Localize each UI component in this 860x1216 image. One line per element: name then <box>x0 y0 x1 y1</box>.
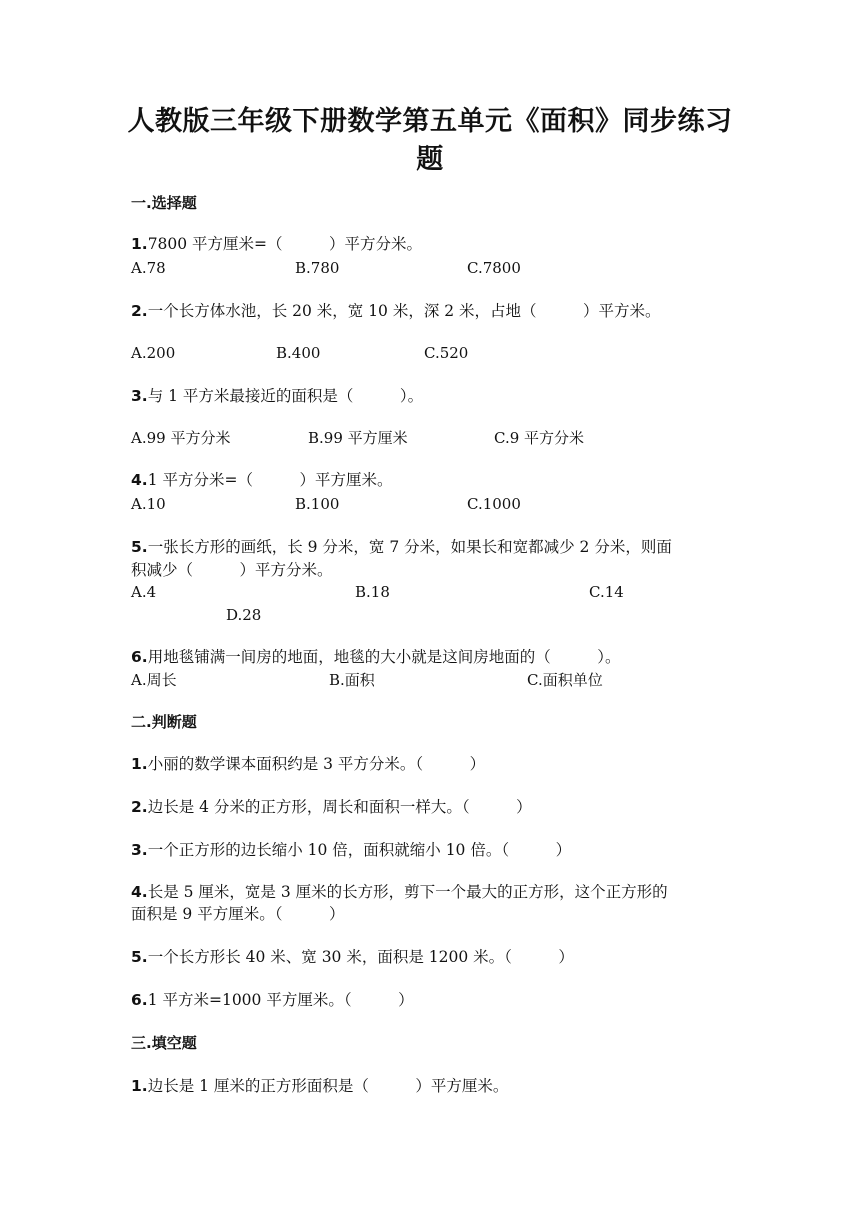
option-a: A.4 <box>131 583 157 601</box>
option-b: B.100 <box>295 495 340 513</box>
question-number: 6. <box>131 991 148 1009</box>
question-number: 6. <box>131 648 148 666</box>
option-a: A.200 <box>131 344 176 362</box>
question-number: 4. <box>131 471 148 489</box>
judge-question-4-continued: 面积是 9 平方厘米。（ ） <box>131 905 345 923</box>
question-number: 1. <box>131 755 148 773</box>
judge-question-1 <box>131 753 485 775</box>
title-line-2: 题 <box>416 144 444 175</box>
question-text: 1 平方分米=（ ）平方厘米。 <box>147 471 393 489</box>
question-text: 一个长方体水池，长 20 米，宽 10 米，深 2 米，占地（ ）平方米。 <box>147 302 661 320</box>
option-a: A.周长 <box>131 671 177 689</box>
question-text: 1 平方米=1000 平方厘米。（ ） <box>147 991 414 1009</box>
question-number: 1. <box>131 1077 148 1095</box>
question-text: 7800 平方厘米=（ ）平方分米。 <box>147 235 423 253</box>
question-text: 边长是 1 厘米的正方形面积是（ ）平方厘米。 <box>147 1077 509 1095</box>
question-number: 5. <box>131 538 148 556</box>
option-a: A.78 <box>131 259 166 277</box>
page-title <box>100 103 760 179</box>
question-number: 2. <box>131 302 148 320</box>
section-heading-fill: 三.填空题 <box>131 1034 197 1052</box>
question-text: 用地毯铺满一间房的地面，地毯的大小就是这间房地面的（ ）。 <box>147 648 621 666</box>
judge-question-2 <box>131 796 532 818</box>
question-text: 边长是 4 分米的正方形，周长和面积一样大。（ ） <box>147 798 532 816</box>
question-text: 一个正方形的边长缩小 10 倍，面积就缩小 10 倍。（ ） <box>147 841 572 859</box>
option-a: A.99 平方分米 <box>131 429 231 447</box>
choice-question-6 <box>131 646 620 668</box>
fill-question-1 <box>131 1075 508 1097</box>
option-c: C.面积单位 <box>527 671 603 689</box>
choice-question-2 <box>131 300 661 322</box>
question-text: 与 1 平方米最接近的面积是（ ）。 <box>147 387 424 405</box>
option-a: A.10 <box>131 495 166 513</box>
choice-question-5-continued: 积减少（ ）平方分米。 <box>131 561 333 579</box>
title-line-1: 人教版三年级下册数学第五单元《面积》同步练习 <box>127 106 733 137</box>
judge-question-6 <box>131 989 414 1011</box>
question-text-line-1: 长是 5 厘米，宽是 3 厘米的长方形，剪下一个最大的正方形，这个正方形的 <box>147 883 668 901</box>
question-number: 5. <box>131 948 148 966</box>
question-text: 小丽的数学课本面积约是 3 平方分米。（ ） <box>147 755 486 773</box>
section-heading-judge: 二.判断题 <box>131 713 197 731</box>
option-c: C.520 <box>424 344 469 362</box>
question-number: 4. <box>131 883 148 901</box>
option-c: C.14 <box>589 583 624 601</box>
choice-question-5 <box>131 536 672 558</box>
choice-question-3 <box>131 385 423 407</box>
option-b: B.18 <box>355 583 390 601</box>
question-text: 一个长方形长 40 米、宽 30 米，面积是 1200 米。（ ） <box>147 948 574 966</box>
choice-question-4 <box>131 469 392 491</box>
question-number: 2. <box>131 798 148 816</box>
option-c: C.9 平方分米 <box>494 429 585 447</box>
option-d: D.28 <box>226 606 262 624</box>
option-c: C.1000 <box>467 495 521 513</box>
question-number: 3. <box>131 387 148 405</box>
question-number: 1. <box>131 235 148 253</box>
question-text-line-1: 一张长方形的画纸，长 9 分米，宽 7 分米，如果长和宽都减少 2 分米，则面 <box>147 538 672 556</box>
option-c: C.7800 <box>467 259 521 277</box>
option-b: B.99 平方厘米 <box>308 429 408 447</box>
option-b: B.面积 <box>329 671 375 689</box>
question-number: 3. <box>131 841 148 859</box>
judge-question-5 <box>131 946 574 968</box>
judge-question-3 <box>131 839 571 861</box>
option-b: B.780 <box>295 259 340 277</box>
option-b: B.400 <box>276 344 321 362</box>
judge-question-4 <box>131 881 668 903</box>
choice-question-1 <box>131 233 422 255</box>
section-heading-choice: 一.选择题 <box>131 194 197 212</box>
